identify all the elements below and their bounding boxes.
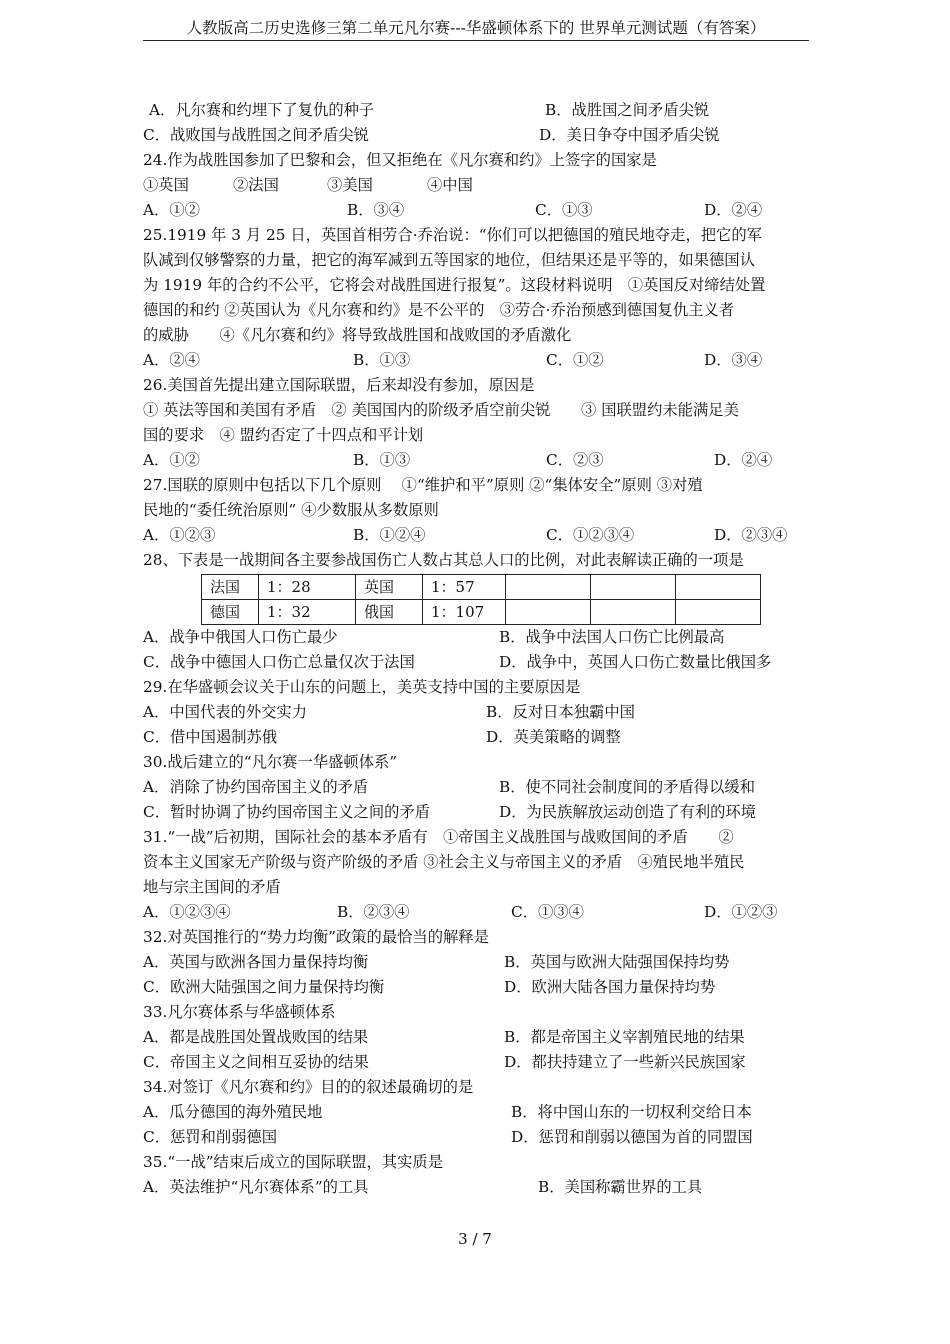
q32-option-a: A．英国与欧洲各国力量保持均衡 [143, 953, 369, 971]
q34-option-c: C．惩罚和削弱德国 [143, 1128, 278, 1146]
q29-option-c: C．借中国遏制苏俄 [143, 728, 278, 746]
q25-line: 的威胁 ④《凡尔赛和约》将导致战胜国和战败国的矛盾激化 [143, 326, 572, 344]
q29-option-row-1 [143, 700, 813, 725]
q23-option-row-1 [143, 98, 813, 123]
q32-option-b: B．英国与欧洲大陆强国保持均势 [504, 953, 730, 971]
q30-option-d: D．为民族解放运动创造了有利的环境 [499, 803, 757, 821]
q23-option-a: A．凡尔赛和约埋下了复仇的种子 [149, 101, 375, 119]
q33-stem: 33.凡尔赛体系与华盛顿体系 [143, 1003, 336, 1021]
q27-option-c: C．①②③④ [546, 526, 635, 544]
table-cell [676, 600, 761, 625]
q28-option-d: D．战争中，英国人口伤亡数量比俄国多 [499, 653, 772, 671]
q32-option-row-1 [143, 950, 813, 975]
table-cell: 俄国 [356, 600, 423, 625]
q25-line: 德国的和约 ②英国认为《凡尔赛和约》是不公平的 ③劳合·乔治预感到德国复仇主义者 [143, 301, 735, 319]
table-cell: 1：107 [423, 600, 506, 625]
q33-option-a: A．都是战胜国处置战败国的结果 [143, 1028, 369, 1046]
q26-option-c: C．②③ [546, 451, 604, 469]
q33-option-d: D．都扶持建立了一些新兴民族国家 [504, 1053, 746, 1071]
casualty-table [201, 574, 761, 625]
q30-stem: 30.战后建立的“凡尔赛一华盛顿体系” [143, 753, 398, 771]
q34-stem: 34.对签订《凡尔赛和约》目的的叙述最确切的是 [143, 1078, 474, 1096]
q34-option-row-2 [143, 1125, 813, 1150]
q27-options [143, 523, 813, 548]
q30-option-a: A．消除了协约国帝国主义的矛盾 [143, 778, 369, 796]
q31-options [143, 900, 813, 925]
q26-line: 国的要求 ④ 盟约否定了十四点和平计划 [143, 426, 424, 444]
q24-options [143, 198, 813, 223]
q24-item-4: ④中国 [427, 176, 473, 194]
q26-option-b: B．①③ [353, 451, 411, 469]
q26-options [143, 448, 813, 473]
q30-option-row-2 [143, 800, 813, 825]
q30-option-b: B．使不同社会制度间的矛盾得以缓和 [499, 778, 755, 796]
q33-option-row-1 [143, 1025, 813, 1050]
q23-option-row-2 [143, 123, 813, 148]
q27-line: 民地的“委任统治原则” ④少数服从多数原则 [143, 501, 439, 519]
q31-option-c: C．①③④ [511, 903, 584, 921]
q34-option-row-1 [143, 1100, 813, 1125]
q31-line: 资本主义国家无产阶级与资产阶级的矛盾 ③社会主义与帝国主义的矛盾 ④殖民地半殖民 [143, 853, 745, 871]
q32-stem: 32.对英国推行的“势力均衡”政策的最恰当的解释是 [143, 928, 489, 946]
q31-line: 地与宗主国间的矛盾 [143, 878, 281, 896]
q34-option-a: A．瓜分德国的海外殖民地 [143, 1103, 323, 1121]
q28-option-b: B．战争中法国人口伤亡比例最高 [499, 628, 725, 646]
q28-option-row-1 [143, 625, 813, 650]
q25-option-b: B．①③ [353, 351, 411, 369]
q24-item-1: ①英国 [143, 176, 189, 194]
table-cell [591, 575, 676, 600]
exam-content [143, 98, 813, 1200]
q24-option-b: B．③④ [347, 201, 405, 219]
q30-option-c: C．暂时协调了协约国帝国主义之间的矛盾 [143, 803, 431, 821]
page-number: 3 / 7 [458, 1230, 492, 1248]
q26-line: ① 英法等国和美国有矛盾 ② 美国国内的阶级矛盾空前尖锐 ③ 国联盟约未能满足美 [143, 401, 739, 419]
table-cell [676, 575, 761, 600]
table-cell [506, 575, 591, 600]
q31-option-b: B．②③④ [337, 903, 410, 921]
q25-option-a: A．②④ [143, 351, 200, 369]
table-row [202, 600, 761, 625]
q31-line: 31.“一战”后初期，国际社会的基本矛盾有 ①帝国主义战胜国与战败国间的矛盾 ② [143, 828, 734, 846]
table-cell: 1：57 [423, 575, 506, 600]
q24-stem: 24.作为战胜国参加了巴黎和会，但又拒绝在《凡尔赛和约》上签字的国家是 [143, 151, 657, 169]
table-row [202, 575, 761, 600]
q35-option-row-1 [143, 1175, 813, 1200]
q29-option-b: B．反对日本独霸中国 [486, 703, 635, 721]
q24-item-2: ②法国 [233, 176, 279, 194]
q32-option-row-2 [143, 975, 813, 1000]
q25-option-c: C．①② [546, 351, 604, 369]
q31-option-a: A．①②③④ [143, 903, 231, 921]
q23-option-d: D．美日争夺中国矛盾尖锐 [539, 126, 720, 144]
page-header: 人教版高二历史选修三第二单元凡尔赛---华盛顿体系下的 世界单元测试题（有答案） [143, 18, 809, 41]
q25-line: 为 1919 年的合约不公平，它将会对战胜国进行报复”。这段材料说明 ①英国反对缔结处置 [143, 276, 766, 294]
casualty-table-wrap [143, 573, 813, 625]
q26-line: 26.美国首先提出建立国际联盟，后来却没有参加，原因是 [143, 376, 535, 394]
table-cell: 法国 [202, 575, 259, 600]
q32-option-c: C．欧洲大陆强国之间力量保持均衡 [143, 978, 385, 996]
q35-stem: 35.“一战”结束后成立的国际联盟，其实质是 [143, 1153, 444, 1171]
q29-option-d: D．英美策略的调整 [486, 728, 621, 746]
q29-stem: 29.在华盛顿会议关于山东的问题上，美英支持中国的主要原因是 [143, 678, 581, 696]
q27-option-b: B．①②④ [353, 526, 426, 544]
table-cell [591, 600, 676, 625]
q32-option-d: D．欧洲大陆各国力量保持均势 [504, 978, 716, 996]
q28-option-c: C．战争中德国人口伤亡总量仅次于法国 [143, 653, 415, 671]
q24-option-d: D．②④ [704, 201, 763, 219]
table-cell: 1：28 [259, 575, 356, 600]
q33-option-c: C．帝国主义之间相互妥协的结果 [143, 1053, 369, 1071]
q27-line: 27.国联的原则中包括以下几个原则 ①“维护和平”原则 ②“集体安全”原则 ③对殖 [143, 476, 703, 494]
q25-line: 队减到仅够警察的力量，把它的海军减到五等国家的地位，但结果还是平等的，如果德国认 [143, 251, 755, 269]
table-cell: 德国 [202, 600, 259, 625]
q24-item-3: ③美国 [327, 176, 373, 194]
q23-option-c: C．战败国与战胜国之间矛盾尖锐 [143, 126, 369, 144]
q24-option-c: C．①③ [535, 201, 593, 219]
q25-option-d: D．③④ [704, 351, 763, 369]
q35-option-a: A．英法维护“凡尔赛体系”的工具 [143, 1178, 369, 1196]
q28-stem: 28、下表是一战期间各主要参战国伤亡人数占其总人口的比例，对此表解读正确的一项是 [143, 551, 744, 569]
table-cell [506, 600, 591, 625]
q28-option-row-2 [143, 650, 813, 675]
q31-option-d: D．①②③ [704, 903, 778, 921]
q26-option-a: A．①② [143, 451, 200, 469]
table-cell: 英国 [356, 575, 423, 600]
q25-options [143, 348, 813, 373]
q29-option-row-2 [143, 725, 813, 750]
q33-option-b: B．都是帝国主义宰割殖民地的结果 [504, 1028, 745, 1046]
q27-option-a: A．①②③ [143, 526, 216, 544]
q29-option-a: A．中国代表的外交实力 [143, 703, 308, 721]
q27-option-d: D．②③④ [714, 526, 788, 544]
q24-items [143, 173, 813, 198]
q35-option-b: B．美国称霸世界的工具 [538, 1178, 703, 1196]
table-cell: 1：32 [259, 600, 356, 625]
q26-option-d: D．②④ [714, 451, 773, 469]
q23-option-b: B．战胜国之间矛盾尖锐 [545, 101, 710, 119]
q25-line: 25.1919 年 3 月 25 日，英国首相劳合·乔治说：“你们可以把德国的殖民地夺走，把它的军 [143, 226, 762, 244]
q33-option-row-2 [143, 1050, 813, 1075]
q28-option-a: A．战争中俄国人口伤亡最少 [143, 628, 338, 646]
q34-option-d: D．惩罚和削弱以德国为首的同盟国 [511, 1128, 753, 1146]
q30-option-row-1 [143, 775, 813, 800]
q24-option-a: A．①② [143, 201, 200, 219]
q34-option-b: B．将中国山东的一切权利交给日本 [511, 1103, 752, 1121]
